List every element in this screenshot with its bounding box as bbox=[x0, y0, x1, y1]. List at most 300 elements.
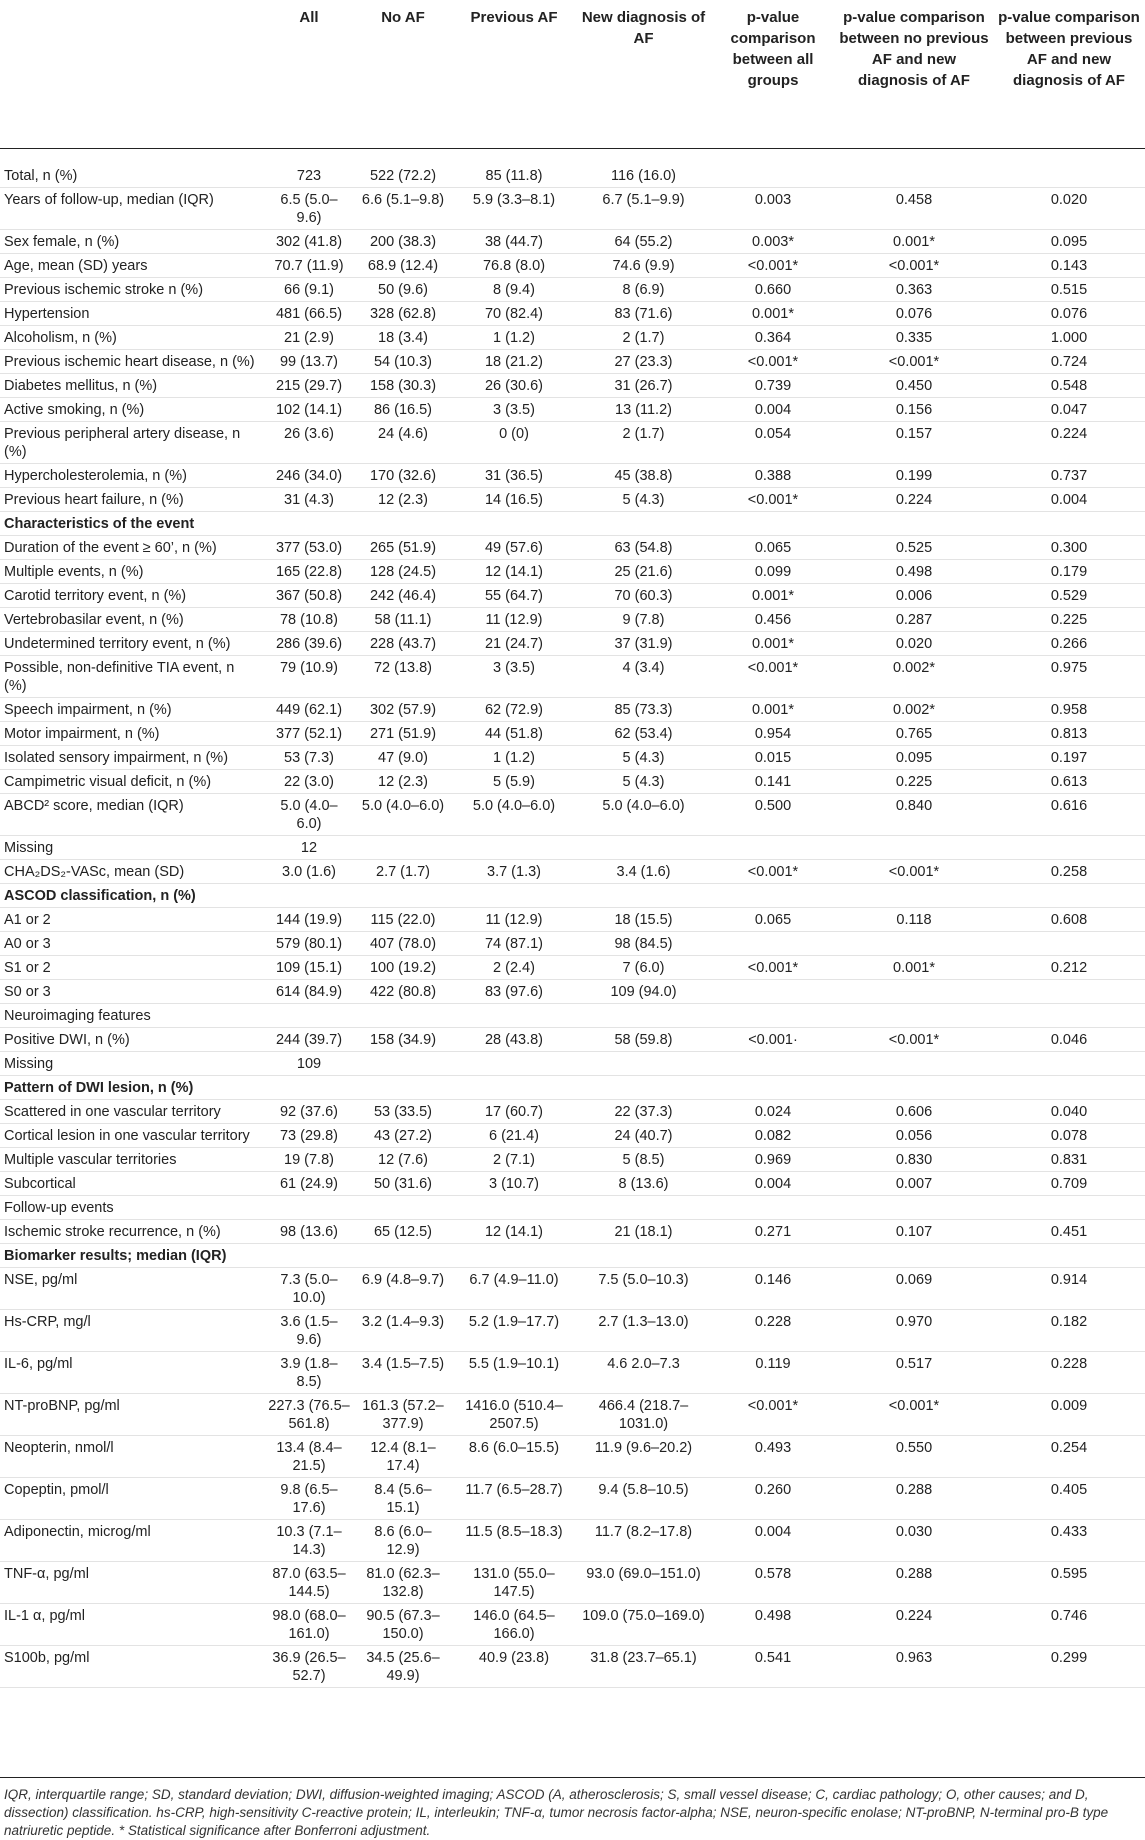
table-row bbox=[0, 932, 1145, 956]
header-row-label bbox=[0, 0, 264, 149]
table-cell: 0.046 bbox=[1050, 1032, 1088, 1048]
table-cell bbox=[452, 512, 576, 536]
table-cell: 21 (18.1) bbox=[614, 1224, 673, 1240]
table-cell: 109 (15.1) bbox=[275, 960, 343, 976]
table-row bbox=[0, 464, 1145, 488]
table-cell: 367 (50.8) bbox=[275, 588, 343, 604]
table-row bbox=[0, 188, 1145, 230]
table-cell: 0.118 bbox=[896, 912, 932, 928]
row-label: Missing bbox=[4, 840, 54, 856]
table-cell: 65 (12.5) bbox=[373, 1224, 433, 1240]
table-cell: 4 (3.4) bbox=[622, 660, 665, 676]
table-cell: 170 (32.6) bbox=[369, 468, 437, 484]
table-cell: 12 (2.3) bbox=[378, 774, 428, 790]
table-cell: 109 bbox=[296, 1056, 322, 1072]
table-cell bbox=[576, 1004, 711, 1028]
table-cell: 377 (53.0) bbox=[275, 540, 343, 556]
table-cell: 0.056 bbox=[895, 1128, 933, 1144]
table-cell: 8 (9.4) bbox=[493, 282, 535, 298]
table-row bbox=[0, 836, 1145, 860]
table-cell bbox=[452, 1052, 576, 1076]
table-cell: 115 (22.0) bbox=[370, 912, 436, 928]
table-cell: 85 (11.8) bbox=[485, 168, 543, 184]
table-cell: 0.182 bbox=[1050, 1314, 1088, 1330]
table-row bbox=[0, 698, 1145, 722]
table-cell: 98 (84.5) bbox=[614, 936, 673, 952]
table-cell: 0.525 bbox=[895, 540, 933, 556]
table-section-row bbox=[0, 1076, 1145, 1100]
header-all: All bbox=[299, 9, 319, 26]
table-footnote: IQR, interquartile range; SD, standard deviation; DWI, diffusion-weighted imaging; ASCOD (A, atherosclerosis; S, small vessel disease; C, cardiac pathology; O, other causes; and D, dissection) classification. hs-CRP, high-sensitivity C-reactive protein; IL, interleukin; TNF-α, tumor necrosis factor-alpha; NSE, neuron-specific enolase; NT-proBNP, N-terminal pro-B type natriuretic peptide. * Statistical significance after Bonferroni adjustment. bbox=[0, 1777, 1145, 1840]
table-cell: 215 (29.7) bbox=[275, 378, 343, 394]
table-cell: 12 (14.1) bbox=[484, 564, 544, 580]
table-cell bbox=[711, 932, 835, 956]
table-cell: 73 (29.8) bbox=[279, 1128, 339, 1144]
table-cell: 0.613 bbox=[1050, 774, 1088, 790]
table-cell: 0.078 bbox=[1050, 1128, 1088, 1144]
table-cell: 0.388 bbox=[754, 468, 792, 484]
table-cell: 0.065 bbox=[754, 912, 792, 928]
table-cell bbox=[354, 836, 452, 860]
table-cell: 0.405 bbox=[1050, 1482, 1088, 1498]
table-row bbox=[0, 326, 1145, 350]
table-cell: 98 (13.6) bbox=[279, 1224, 339, 1240]
table-cell: 165 (22.8) bbox=[275, 564, 343, 580]
table-cell: 21 (2.9) bbox=[284, 330, 334, 346]
table-cell: 79 (10.9) bbox=[279, 660, 339, 676]
table-cell: 31.8 (23.7–65.1) bbox=[590, 1650, 697, 1666]
table-cell: 0.157 bbox=[895, 426, 933, 442]
table-row bbox=[0, 278, 1145, 302]
table-cell: <0.001* bbox=[747, 1398, 799, 1414]
table-cell: 1 (1.2) bbox=[493, 750, 535, 766]
table-cell bbox=[711, 836, 835, 860]
table-row bbox=[0, 1268, 1145, 1310]
row-label: Previous ischemic stroke n (%) bbox=[4, 282, 204, 298]
table-cell: 0.199 bbox=[895, 468, 933, 484]
row-label: Subcortical bbox=[4, 1176, 76, 1192]
row-label: Hs-CRP, mg/l bbox=[4, 1314, 91, 1330]
table-cell: 100 (19.2) bbox=[369, 960, 437, 976]
row-label: Active smoking, n (%) bbox=[4, 402, 145, 418]
table-row bbox=[0, 860, 1145, 884]
table-cell bbox=[835, 512, 993, 536]
table-row bbox=[0, 422, 1145, 464]
table-cell: 9.8 (6.5–17.6) bbox=[280, 1482, 338, 1516]
table-cell: 2 (1.7) bbox=[622, 330, 665, 346]
table-cell: 0.529 bbox=[1050, 588, 1088, 604]
table-cell: 63 (54.8) bbox=[614, 540, 673, 556]
table-cell: 13.4 (8.4–21.5) bbox=[276, 1440, 342, 1474]
table-cell: 0.001* bbox=[752, 636, 794, 652]
table-cell: 0.003* bbox=[752, 234, 794, 250]
table-cell: 3 (3.5) bbox=[493, 660, 535, 676]
table-cell bbox=[452, 1244, 576, 1268]
row-label: IL-1 α, pg/ml bbox=[4, 1608, 85, 1624]
table-row bbox=[0, 1004, 1145, 1028]
table-cell: 0.451 bbox=[1050, 1224, 1088, 1240]
table-cell: 131.0 (55.0–147.5) bbox=[473, 1566, 555, 1600]
row-label: A0 or 3 bbox=[4, 936, 51, 952]
table-cell bbox=[993, 884, 1145, 908]
table-row bbox=[0, 230, 1145, 254]
table-cell: 0.002* bbox=[893, 702, 935, 718]
table-cell: 0.004 bbox=[754, 1176, 792, 1192]
table-cell: 0.179 bbox=[1050, 564, 1088, 580]
table-cell: 0.001* bbox=[752, 588, 794, 604]
table-cell: 286 (39.6) bbox=[275, 636, 343, 652]
table-cell: 0.004 bbox=[754, 402, 792, 418]
table-cell: 31 (26.7) bbox=[614, 378, 673, 394]
table-cell: 0.498 bbox=[754, 1608, 792, 1624]
table-cell: 11.5 (8.5–18.3) bbox=[465, 1524, 563, 1540]
table-cell: 0.364 bbox=[754, 330, 792, 346]
table-cell: 0.493 bbox=[754, 1440, 792, 1456]
table-cell: 27 (23.3) bbox=[614, 354, 673, 370]
table-cell: 0.765 bbox=[895, 726, 933, 742]
table-cell: 11.9 (9.6–20.2) bbox=[594, 1440, 693, 1456]
row-label: Hypercholesterolemia, n (%) bbox=[4, 468, 187, 484]
table-cell: 9.4 (5.8–10.5) bbox=[598, 1482, 689, 1498]
table-cell: 5.0 (4.0–6.0) bbox=[280, 798, 338, 832]
table-cell: 5.2 (1.9–17.7) bbox=[468, 1314, 560, 1330]
table-cell bbox=[711, 1052, 835, 1076]
table-cell bbox=[711, 149, 835, 188]
table-cell: 0 (0) bbox=[499, 426, 529, 442]
table-cell: 0.739 bbox=[754, 378, 792, 394]
table-cell: 54 (10.3) bbox=[373, 354, 433, 370]
table-cell bbox=[264, 1244, 354, 1268]
table-cell bbox=[711, 980, 835, 1004]
table-cell: 0.450 bbox=[895, 378, 933, 394]
table-cell: 3.7 (1.3) bbox=[487, 864, 541, 880]
table-cell: 0.608 bbox=[1050, 912, 1088, 928]
table-cell: 18 (15.5) bbox=[614, 912, 673, 928]
table-cell: 8.4 (5.6–15.1) bbox=[374, 1482, 432, 1516]
table-cell bbox=[993, 1244, 1145, 1268]
table-cell: 0.107 bbox=[895, 1224, 933, 1240]
table-cell: 81.0 (62.3–132.8) bbox=[366, 1566, 440, 1600]
table-section-row bbox=[0, 1244, 1145, 1268]
row-label: Previous heart failure, n (%) bbox=[4, 492, 184, 508]
table-cell: 0.225 bbox=[895, 774, 933, 790]
table-cell: 116 (16.0) bbox=[610, 168, 677, 184]
row-label: S100b, pg/ml bbox=[4, 1650, 90, 1666]
table-cell bbox=[993, 1052, 1145, 1076]
table-row bbox=[0, 1124, 1145, 1148]
table-cell: 0.024 bbox=[754, 1104, 792, 1120]
table-row bbox=[0, 398, 1145, 422]
table-cell: 5 (4.3) bbox=[622, 492, 665, 508]
table-cell: 0.541 bbox=[754, 1650, 792, 1666]
row-label: Multiple events, n (%) bbox=[4, 564, 144, 580]
table-cell: 12 (2.3) bbox=[378, 492, 428, 508]
table-cell: 0.578 bbox=[754, 1566, 792, 1582]
table-section-row bbox=[0, 512, 1145, 536]
table-cell: 3.0 (1.6) bbox=[282, 864, 336, 880]
row-label: Possible, non-definitive TIA event, n (%) bbox=[4, 660, 235, 694]
table-cell: 6.5 (5.0–9.6) bbox=[280, 192, 338, 226]
table-cell: 18 (21.2) bbox=[484, 354, 544, 370]
table-row bbox=[0, 722, 1145, 746]
table-cell: 22 (37.3) bbox=[614, 1104, 673, 1120]
row-label: Sex female, n (%) bbox=[4, 234, 120, 250]
row-label: Hypertension bbox=[4, 306, 90, 322]
table-cell: 55 (64.7) bbox=[484, 588, 544, 604]
table-row bbox=[0, 1436, 1145, 1478]
table-cell: 0.095 bbox=[895, 750, 933, 766]
table-cell: 0.001* bbox=[752, 702, 794, 718]
table-cell: 0.813 bbox=[1050, 726, 1088, 742]
table-cell: 7.5 (5.0–10.3) bbox=[598, 1272, 689, 1288]
table-cell bbox=[993, 836, 1145, 860]
row-label: Carotid territory event, n (%) bbox=[4, 588, 187, 604]
header-no-af: No AF bbox=[381, 9, 425, 26]
table-cell: 2 (1.7) bbox=[622, 426, 665, 442]
table-cell bbox=[711, 1076, 835, 1100]
table-cell bbox=[264, 1004, 354, 1028]
table-cell: 26 (3.6) bbox=[284, 426, 334, 442]
row-label: IL-6, pg/ml bbox=[4, 1356, 73, 1372]
table-cell: 0.224 bbox=[1050, 426, 1088, 442]
table-cell bbox=[354, 1052, 452, 1076]
table-cell bbox=[576, 836, 711, 860]
table-cell: 0.143 bbox=[1050, 258, 1088, 274]
table-cell: 0.517 bbox=[895, 1356, 933, 1372]
table-cell bbox=[354, 1244, 452, 1268]
table-cell: 0.001* bbox=[752, 306, 794, 322]
table-cell: 0.914 bbox=[1050, 1272, 1088, 1288]
table-section-row bbox=[0, 884, 1145, 908]
table-cell bbox=[993, 1004, 1145, 1028]
table-cell: 0.047 bbox=[1050, 402, 1088, 418]
table-cell bbox=[835, 1052, 993, 1076]
table-cell: 158 (30.3) bbox=[369, 378, 437, 394]
table-cell: 302 (41.8) bbox=[275, 234, 343, 250]
row-label: Years of follow-up, median (IQR) bbox=[4, 192, 214, 208]
table-cell: 0.228 bbox=[1050, 1356, 1088, 1372]
table-cell: 5.0 (4.0–6.0) bbox=[602, 798, 685, 814]
table-cell: 62 (53.4) bbox=[614, 726, 673, 742]
table-cell: 83 (97.6) bbox=[484, 984, 544, 1000]
table-cell: 0.156 bbox=[895, 402, 933, 418]
table-row bbox=[0, 1520, 1145, 1562]
row-label: TNF-α, pg/ml bbox=[4, 1566, 89, 1582]
table-cell bbox=[264, 512, 354, 536]
row-label: Pattern of DWI lesion, n (%) bbox=[4, 1080, 194, 1096]
row-label: Neopterin, nmol/l bbox=[4, 1440, 114, 1456]
table-cell: <0.001· bbox=[748, 1032, 798, 1048]
table-cell: <0.001* bbox=[888, 354, 940, 370]
table-cell: 246 (34.0) bbox=[275, 468, 343, 484]
table-cell: 12.4 (8.1–17.4) bbox=[370, 1440, 436, 1474]
table-cell: 5 (4.3) bbox=[622, 750, 665, 766]
table-row bbox=[0, 1394, 1145, 1436]
table-cell: 74.6 (9.9) bbox=[612, 258, 675, 274]
table-cell: 0.002* bbox=[893, 660, 935, 676]
table-cell: 228 (43.7) bbox=[369, 636, 437, 652]
row-label: Duration of the event ≥ 60’, n (%) bbox=[4, 540, 217, 556]
table-cell: 26 (30.6) bbox=[484, 378, 544, 394]
table-cell: 86 (16.5) bbox=[373, 402, 433, 418]
table-cell bbox=[993, 932, 1145, 956]
table-cell: <0.001* bbox=[888, 1398, 940, 1414]
table-row bbox=[0, 1478, 1145, 1520]
row-label: Characteristics of the event bbox=[4, 516, 195, 532]
table-cell: 0.076 bbox=[895, 306, 933, 322]
table-cell: 0.709 bbox=[1050, 1176, 1088, 1192]
table-row bbox=[0, 794, 1145, 836]
table-cell: 28 (43.8) bbox=[484, 1032, 544, 1048]
table-cell: 0.724 bbox=[1050, 354, 1088, 370]
table-cell: 10.3 (7.1–14.3) bbox=[276, 1524, 342, 1558]
table-cell: 128 (24.5) bbox=[369, 564, 437, 580]
table-cell bbox=[576, 884, 711, 908]
table-cell: 0.020 bbox=[1050, 192, 1088, 208]
table-cell bbox=[576, 1052, 711, 1076]
table-cell bbox=[993, 149, 1145, 188]
table-cell: 70 (82.4) bbox=[484, 306, 544, 322]
table-cell: 61 (24.9) bbox=[279, 1176, 339, 1192]
table-row bbox=[0, 1310, 1145, 1352]
table-cell: 0.001* bbox=[893, 960, 935, 976]
row-label: Adiponectin, microg/ml bbox=[4, 1524, 151, 1540]
table-cell: <0.001* bbox=[747, 660, 799, 676]
table-cell bbox=[452, 1196, 576, 1220]
row-label: CHA₂DS₂-VASc, mean (SD) bbox=[4, 864, 185, 880]
header-p-prev-vs-new: p-value comparison between previous AF and new diagnosis of AF bbox=[998, 9, 1140, 89]
table-cell: 265 (51.9) bbox=[369, 540, 437, 556]
table-cell: 377 (52.1) bbox=[275, 726, 343, 742]
table-cell bbox=[354, 1196, 452, 1220]
row-label: Age, mean (SD) years bbox=[4, 258, 148, 274]
table-row bbox=[0, 1148, 1145, 1172]
table-cell: 11.7 (6.5–28.7) bbox=[465, 1482, 563, 1498]
table-cell: 43 (27.2) bbox=[373, 1128, 433, 1144]
table-cell: 0.548 bbox=[1050, 378, 1088, 394]
table-cell: 0.004 bbox=[754, 1524, 792, 1540]
table-cell: 7 (6.0) bbox=[622, 960, 665, 976]
table-cell: 70 (60.3) bbox=[614, 588, 673, 604]
table-cell: 109 (94.0) bbox=[610, 984, 677, 1000]
row-label: Copeptin, pmol/l bbox=[4, 1482, 109, 1498]
table-cell: 0.258 bbox=[1050, 864, 1088, 880]
table-cell bbox=[576, 1076, 711, 1100]
table-cell bbox=[835, 1196, 993, 1220]
table-cell: 0.020 bbox=[895, 636, 933, 652]
table-row bbox=[0, 956, 1145, 980]
table-cell: 5.9 (3.3–8.1) bbox=[472, 192, 556, 208]
table-cell: 407 (78.0) bbox=[369, 936, 437, 952]
table-cell: 0.954 bbox=[754, 726, 792, 742]
table-cell: 242 (46.4) bbox=[369, 588, 437, 604]
table-cell: 1416.0 (510.4–2507.5) bbox=[465, 1398, 563, 1432]
row-label: Alcoholism, n (%) bbox=[4, 330, 117, 346]
table-cell: 0.299 bbox=[1050, 1650, 1088, 1666]
table-cell: 0.288 bbox=[895, 1482, 933, 1498]
row-label: Undetermined territory event, n (%) bbox=[4, 636, 231, 652]
table-cell bbox=[835, 836, 993, 860]
table-cell: 31 (4.3) bbox=[284, 492, 334, 508]
table-cell: 227.3 (76.5–561.8) bbox=[268, 1398, 350, 1432]
table-row bbox=[0, 1100, 1145, 1124]
table-cell bbox=[354, 884, 452, 908]
table-cell: 0.054 bbox=[754, 426, 792, 442]
table-cell bbox=[576, 1196, 711, 1220]
table-row bbox=[0, 770, 1145, 794]
table-cell: 5 (8.5) bbox=[622, 1152, 665, 1168]
table-cell: 0.595 bbox=[1050, 1566, 1088, 1582]
table-cell: 98.0 (68.0–161.0) bbox=[272, 1608, 346, 1642]
table-cell: <0.001* bbox=[747, 864, 799, 880]
table-cell: 37 (31.9) bbox=[614, 636, 673, 652]
table-row bbox=[0, 374, 1145, 398]
table-cell bbox=[835, 932, 993, 956]
table-row bbox=[0, 1352, 1145, 1394]
table-cell: 0.975 bbox=[1050, 660, 1088, 676]
table-cell bbox=[354, 1076, 452, 1100]
table-cell: 3.6 (1.5–9.6) bbox=[280, 1314, 338, 1348]
row-label: NSE, pg/ml bbox=[4, 1272, 78, 1288]
row-label: Speech impairment, n (%) bbox=[4, 702, 172, 718]
table-cell: 2.7 (1.7) bbox=[376, 864, 430, 880]
table-cell: 3.9 (1.8–8.5) bbox=[280, 1356, 338, 1390]
header-new-diagnosis-af: New diagnosis of AF bbox=[581, 9, 706, 47]
table-cell: 1 (1.2) bbox=[493, 330, 535, 346]
table-cell: 0.550 bbox=[895, 1440, 933, 1456]
table-cell: <0.001* bbox=[747, 960, 799, 976]
table-row bbox=[0, 1646, 1145, 1688]
table-cell: 36.9 (26.5–52.7) bbox=[272, 1650, 346, 1684]
table-cell bbox=[264, 1076, 354, 1100]
table-row bbox=[0, 350, 1145, 374]
table-cell: 53 (33.5) bbox=[373, 1104, 433, 1120]
table-cell: 34.5 (25.6–49.9) bbox=[366, 1650, 440, 1684]
table-cell bbox=[452, 884, 576, 908]
table-cell: 7.3 (5.0–10.0) bbox=[280, 1272, 338, 1306]
table-cell: 0.030 bbox=[895, 1524, 933, 1540]
table-cell bbox=[452, 1076, 576, 1100]
row-label: Neuroimaging features bbox=[4, 1008, 151, 1024]
table-row bbox=[0, 746, 1145, 770]
table-cell: 0.458 bbox=[895, 192, 933, 208]
table-cell: 449 (62.1) bbox=[275, 702, 343, 718]
table-cell: 50 (31.6) bbox=[373, 1176, 433, 1192]
table-cell: 66 (9.1) bbox=[284, 282, 334, 298]
table-row bbox=[0, 1196, 1145, 1220]
table-cell: 200 (38.3) bbox=[369, 234, 437, 250]
table-cell: 0.006 bbox=[895, 588, 933, 604]
table-cell: 6.7 (5.1–9.9) bbox=[602, 192, 685, 208]
table-cell: 0.300 bbox=[1050, 540, 1088, 556]
table-cell: 5.0 (4.0–6.0) bbox=[472, 798, 556, 814]
table-cell: 146.0 (64.5–166.0) bbox=[473, 1608, 555, 1642]
table-cell bbox=[993, 512, 1145, 536]
row-label: Cortical lesion in one vascular territory bbox=[4, 1128, 250, 1144]
table-cell: 90.5 (67.3–150.0) bbox=[366, 1608, 440, 1642]
row-label: S1 or 2 bbox=[4, 960, 51, 976]
table-cell: 6 (21.4) bbox=[489, 1128, 539, 1144]
table-cell: 0.335 bbox=[895, 330, 933, 346]
header-p-noaf-vs-new: p-value comparison between no previous AF and new diagnosis of AF bbox=[839, 9, 989, 89]
table-cell: 302 (57.9) bbox=[369, 702, 437, 718]
table-cell: 0.146 bbox=[754, 1272, 792, 1288]
table-cell bbox=[264, 1196, 354, 1220]
row-label: ASCOD classification, n (%) bbox=[4, 888, 196, 904]
table-row bbox=[0, 980, 1145, 1004]
table-cell: 49 (57.6) bbox=[484, 540, 544, 556]
table-cell bbox=[576, 1244, 711, 1268]
